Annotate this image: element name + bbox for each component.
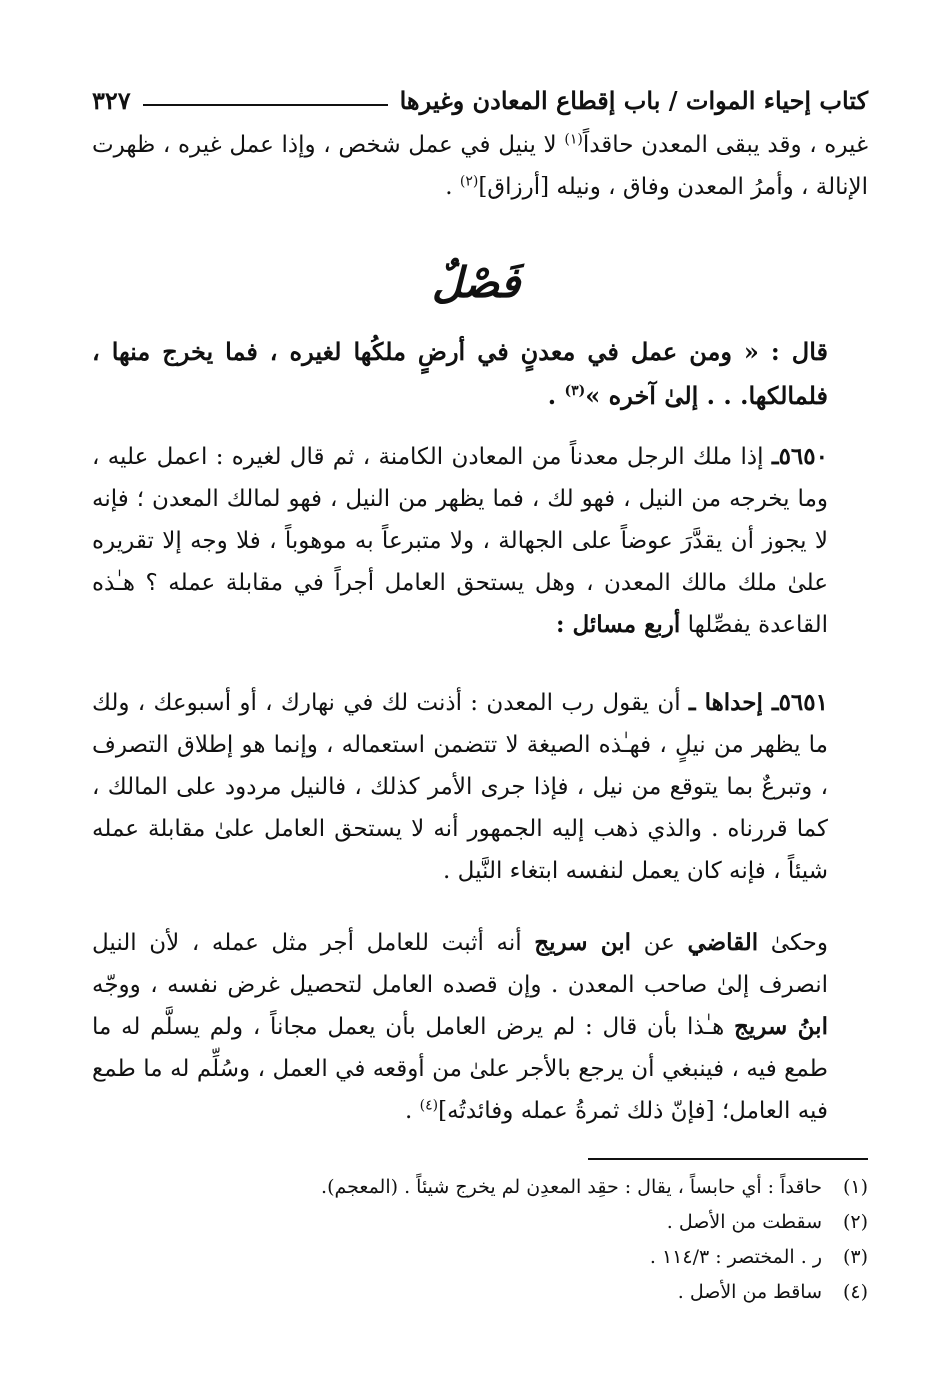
footnote (92, 1275, 868, 1310)
footnote-text: ساقط من الأصل . (677, 1281, 822, 1303)
qadi-paragraph (92, 922, 868, 1132)
paragraph-text: . (405, 1098, 420, 1124)
issue-number: ٥٦٥٠ـ (771, 443, 828, 470)
issue-number: ٥٦٥١ـ (771, 689, 828, 716)
quote-text: قال : « ومن عمل في معدنٍ في أرضٍ ملكُها لغيره ، فما يخرج منها ، فلمالكها. . . إلىٰ آخره » (92, 337, 828, 410)
paragraph-text: هـٰذا بأن قال : لم يرض العامل بأن يعمل مجاناً ، ولم يسلَّم له ما طمع فيه ، فينبغي أن يرجع بالأجر علىٰ من أوقعه في العمل ، وسُلِّم له ما طمع فيه العامل؛ [فإنّ ذلك ثمرةُ عمله وفائدتُه] (92, 1014, 828, 1124)
issue-text: أن يقول رب المعدن : أذنت لك في نهارك ، أو أسبوعك ، ولك ما يظهر من نيلٍ ، فهـٰذه الصيغة لا تتضمن استعماله ، وإنما هو إطلاق التصرف ، وتبرعٌ بما يتوقع من نيل ، فإذا جرى الأمر كذلك ، فالنيل مردود على المالك ، كما قررناه . والذي ذهب إليه الجمهور أنه لا يستحق العامل علىٰ مقابلة عمله شيئاً ، فإنه كان يعمل لنفسه ابتغاء النَّيل . (92, 690, 828, 884)
paragraph-text: أنه أثبت للعامل أجر مثل عمله ، لأن النيل انصرف إلىٰ صاحب المعدن . وإن قصده العامل لتحصيل غرض نفسه ، ووجّه (92, 930, 828, 998)
section-heading: فَصْلٌ (431, 258, 521, 307)
footnote-text: حاقداً : أي حابساً ، يقال : حقِد المعدِن لم يخرج شيئاً . (المعجم). (321, 1176, 822, 1198)
header-title: كتاب إحياء الموات / باب إقطاع المعادن وغيرها (399, 85, 868, 115)
footnote-divider (588, 1158, 868, 1160)
quote-paragraph (92, 330, 868, 418)
intro-text: غيره ، وقد يبقى المعدن حاقداً (582, 132, 868, 158)
footnote (92, 1240, 868, 1275)
footnote-ref-3: (٣) (564, 383, 586, 399)
name-ibn-surayj: ابن سريج (534, 929, 632, 956)
issue-6651 (92, 682, 868, 892)
intro-text: . (445, 174, 460, 200)
footnote-number: (٣) (842, 1246, 868, 1268)
footnote (92, 1205, 868, 1240)
issue-text: إذا ملك الرجل معدناً من المعادن الكامنة ، ثم قال لغيره : اعمل عليه ، وما يخرجه من النيل ، فهو لك ، فما يظهر من النيل ، فهو لمالك المعدن ؛ فإنه لا يجوز أن يقدَّرَ عوضاً على الجهالة ، ولا متبرعاً به موهوباً ، فلا وجه إلا تقريره علىٰ ملك مالك المعدن ، وهل يستحق العامل أجراً في مقابلة عمله ؟ هـٰذه القاعدة يفصِّلها (92, 444, 828, 638)
issue-bold-end: أربع مسائل : (555, 611, 681, 638)
issue-lead: إحداها ـ (688, 689, 772, 716)
paragraph-text: وحكىٰ (758, 930, 828, 956)
footnote (92, 1170, 868, 1205)
name-ibn-surayj: ابنُ سريج (734, 1013, 828, 1040)
footnote-number: (٢) (842, 1211, 868, 1233)
footnotes (92, 1170, 868, 1310)
footnote-number: (١) (842, 1176, 868, 1198)
running-header (92, 80, 868, 120)
intro-text: لا ينيل في عمل شخص ، وإذا عمل غيره ، ظهرت الإنالة ، وأمرُ المعدن وفاق ، ونيله [أرزاق] (92, 132, 868, 200)
footnote-text: سقطت من الأصل . (666, 1211, 822, 1233)
quote-end: . (547, 381, 565, 410)
footnote-ref-2: (٢) (459, 173, 479, 190)
footnote-number: (٤) (842, 1281, 868, 1303)
issue-6650 (92, 436, 868, 646)
header-rule (143, 104, 388, 106)
footnote-ref-4: (٤) (419, 1097, 439, 1114)
name-qadi: القاضي (687, 929, 759, 956)
page-number: ٣٢٧ (92, 85, 131, 115)
footnote-ref-1: (١) (564, 131, 583, 148)
footnote-text: ر . المختصر : ١١٤/٣ . (649, 1246, 822, 1268)
paragraph-text: عن (631, 930, 688, 956)
intro-paragraph (92, 124, 868, 208)
